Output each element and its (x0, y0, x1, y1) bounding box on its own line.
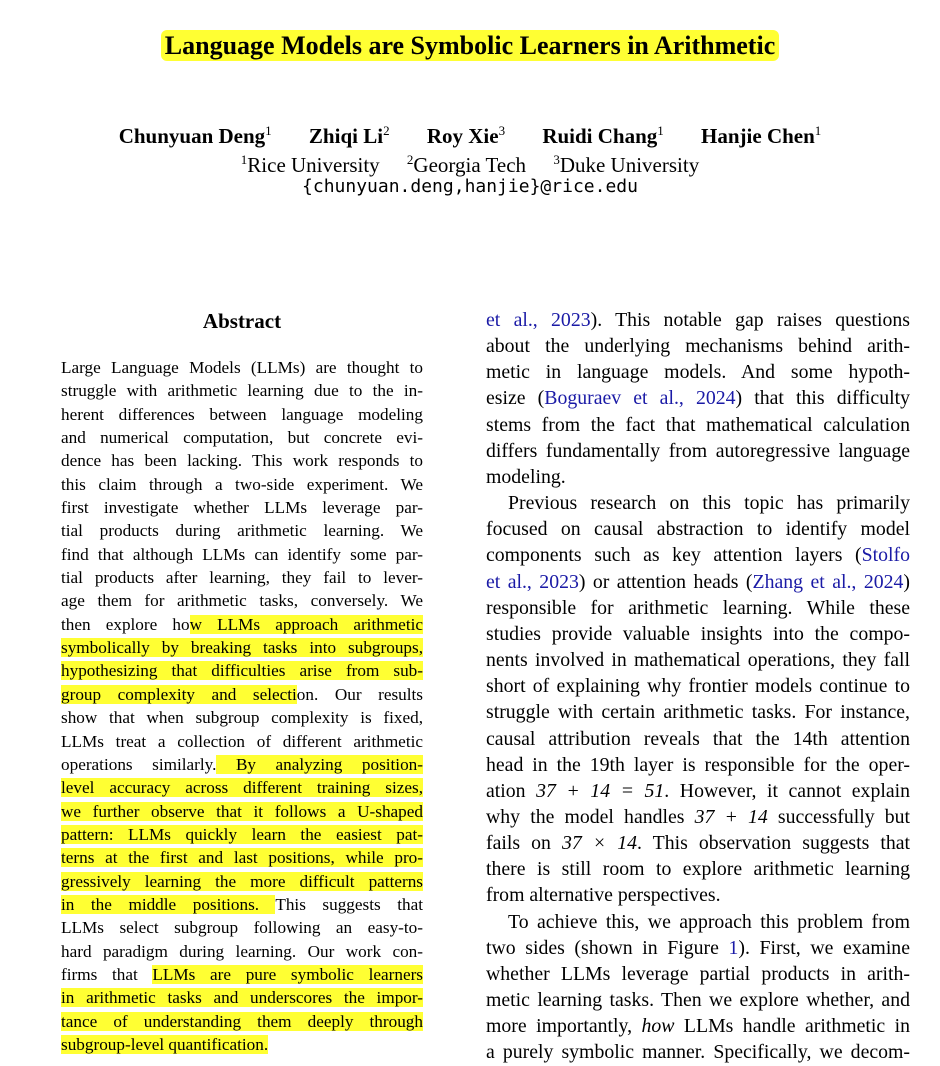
abstract-text: find that although LLMs can identify some par- (61, 544, 423, 564)
body-column (486, 307, 910, 1066)
citation-link[interactable]: Zhang et al., 2024 (752, 570, 904, 593)
abstract-line (61, 800, 423, 823)
highlighted-text: group complexity and selecti (61, 684, 297, 704)
text-line: why the model handles 37 + 14 successfully but (486, 805, 910, 828)
abstract-text: firms that (61, 964, 153, 984)
abstract-text: tial products after learning, they fail to lever- (61, 568, 423, 588)
abstract-text: on. Our results (296, 684, 423, 704)
abstract-line (61, 589, 423, 612)
author: Chunyuan Deng$^1$ (118, 123, 272, 148)
abstract-text: then explore ho (61, 614, 190, 634)
highlighted-text: w LLMs approach arithmetic (189, 614, 423, 634)
abstract-text: LLMs select subgroup following an easy-to- (61, 918, 423, 938)
abstract-text: This suggests that (275, 894, 423, 914)
text-line: head in the 19th layer is responsible for the oper- (486, 753, 910, 776)
author-list (0, 118, 940, 149)
abstract-line (61, 1010, 423, 1033)
text-line: et al., 2023) or attention heads (Zhang et al., 2024) (486, 570, 910, 593)
abstract-line (61, 683, 423, 706)
highlighted-text: pattern: LLMs quickly learn the easiest pat- (61, 824, 423, 844)
text-line: from alternative perspectives. (486, 884, 721, 907)
text-line: whether LLMs leverage partial products in arith- (486, 962, 910, 985)
highlighted-text: gressively learning the more difficult patterns (61, 871, 423, 891)
abstract-text: show that when subgroup complexity is fixed, (61, 708, 423, 728)
highlighted-text: in the middle positions. (61, 894, 276, 914)
abstract-line (61, 379, 423, 402)
abstract-text: operations similarly. (61, 754, 217, 774)
abstract-line (61, 613, 423, 636)
text-line: short of explaining why frontier models continue to (486, 675, 910, 698)
affiliation: $^3$Duke University (553, 152, 700, 177)
highlighted-text: terns at the first and last positions, while pro- (61, 848, 423, 868)
abstract-line (61, 846, 423, 869)
text-line: nents involved in mathematical operations, they fall (486, 649, 910, 672)
text-line: metic in language models. And some hypoth- (486, 361, 910, 384)
highlighted-text: LLMs are pure symbolic learners (152, 964, 423, 984)
text-line: a purely symbolic manner. Specifically, we decom- (486, 1041, 910, 1064)
abstract-line (61, 496, 423, 519)
abstract-text: LLMs treat a collection of different arithmetic (61, 731, 423, 751)
abstract-line (61, 730, 423, 753)
author: Zhiqi Li$^2$ (308, 123, 390, 148)
abstract-line (61, 659, 423, 682)
abstract-line (61, 543, 423, 566)
abstract-line (61, 403, 423, 426)
abstract-line (61, 963, 423, 986)
highlighted-text: subgroup-level quantification. (61, 1034, 269, 1054)
text-line: two sides (shown in Figure 1). First, we examine (486, 936, 910, 959)
citation-link[interactable]: Boguraev et al., 2024 (544, 387, 736, 410)
text-line: To achieve this, we approach this problem from (508, 910, 910, 933)
math-expression: 37 + 14 (694, 805, 768, 828)
affiliation: $^2$Georgia Tech (406, 152, 527, 177)
text-line: causal attribution reveals that the 14th attention (486, 727, 910, 750)
text-line: fails on 37 × 14. This observation suggests that (486, 832, 911, 855)
abstract-text: hard paradigm during learning. Our work con- (61, 941, 423, 961)
citation-link[interactable]: et al., 2023 (486, 309, 591, 331)
text-line: more importantly, how LLMs handle arithmetic in (486, 1015, 910, 1038)
emphasis: how (641, 1015, 675, 1038)
text-line: responsible for arithmetic learning. While these (486, 596, 910, 619)
text-line: studies provide valuable insights into the compo- (486, 622, 910, 645)
text-line: struggle with certain arithmetic tasks. For instance, (486, 701, 910, 724)
highlighted-text: level accuracy across different training sizes, (61, 778, 423, 798)
text-line: stems from the fact that mathematical calculation (486, 413, 910, 436)
abstract-line (61, 823, 423, 846)
abstract-line (61, 1033, 423, 1056)
text-line: components such as key attention layers (Stolfo (486, 544, 910, 567)
abstract-line (61, 893, 423, 916)
abstract-line (61, 473, 423, 496)
text-line: differs fundamentally from autoregressive language (486, 439, 910, 462)
abstract-line (61, 753, 423, 776)
abstract-line (61, 426, 423, 449)
abstract-line (61, 566, 423, 589)
abstract-text: age them for arithmetic tasks, conversely. We (61, 591, 423, 611)
text-line: focused on causal abstraction to identify model (486, 518, 910, 541)
text-line: Previous research on this topic has primarily (508, 492, 910, 515)
paper-title (0, 30, 940, 62)
affiliation: $^1$Rice University (240, 152, 380, 177)
text-line: modeling. (486, 465, 566, 488)
abstract-text: struggle with arithmetic learning due to the in- (61, 381, 423, 401)
highlighted-text: hypothesizing that difficulties arise from sub- (61, 661, 423, 681)
abstract-text: dence has been lacking. This work responds to (61, 451, 423, 471)
author: Hanjie Chen$^1$ (701, 123, 822, 148)
math-expression: 37 + 14 = 51 (536, 779, 665, 802)
highlighted-text: symbolically by breaking tasks into subgroups, (61, 638, 423, 658)
text-line: about the underlying mechanisms behind arith- (486, 335, 910, 358)
abstract-line (61, 776, 423, 799)
author: Ruidi Chang$^1$ (542, 123, 664, 148)
abstract-body (61, 356, 423, 1056)
citation-link[interactable]: et al., 2023 (486, 570, 579, 593)
abstract-line (61, 449, 423, 472)
citation-link[interactable]: Stolfo (861, 544, 910, 567)
abstract-line (61, 986, 423, 1009)
math-expression: 37 × 14 (561, 832, 638, 855)
text-line: esize (Boguraev et al., 2024) that this difficulty (486, 387, 910, 410)
abstract-line (61, 356, 423, 379)
highlighted-text: By analyzing position- (216, 754, 423, 774)
abstract-line (61, 940, 423, 963)
title-text: Language Models are Symbolic Learners in Arithmetic (161, 30, 779, 61)
author: Roy Xie$^3$ (426, 123, 506, 148)
figure-ref-link[interactable]: 1 (728, 936, 739, 959)
abstract-line (61, 706, 423, 729)
abstract-heading: Abstract (202, 309, 282, 333)
abstract-text: first investigate whether LLMs leverage par- (61, 498, 423, 518)
abstract-line (61, 636, 423, 659)
abstract-line (61, 519, 423, 542)
abstract-text: herent differences between language modeling (61, 404, 423, 424)
text-line: et al., 2023). This notable gap raises questions (486, 309, 910, 331)
highlighted-text: tance of understanding them deeply through (61, 1011, 423, 1031)
text-line: ation 37 + 14 = 51. However, it cannot explain (486, 779, 910, 802)
abstract-text: and numerical computation, but concrete evi- (61, 428, 423, 448)
abstract-line (61, 916, 423, 939)
author-email[interactable]: {chunyuan.deng,hanjie}@rice.edu (302, 176, 638, 197)
text-line: metic learning tasks. Then we explore whether, and (486, 989, 910, 1012)
abstract-line (61, 870, 423, 893)
highlighted-text: in arithmetic tasks and underscores the impor- (61, 988, 423, 1008)
abstract-text: tial products during arithmetic learning. We (61, 521, 423, 541)
highlighted-text: we further observe that it follows a U-shaped (61, 801, 423, 821)
text-line: there is still room to explore arithmetic learning (486, 858, 910, 881)
abstract-text: this claim through a two-side experiment. We (61, 474, 423, 494)
abstract-text: Large Language Models (LLMs) are thought to (61, 358, 423, 377)
